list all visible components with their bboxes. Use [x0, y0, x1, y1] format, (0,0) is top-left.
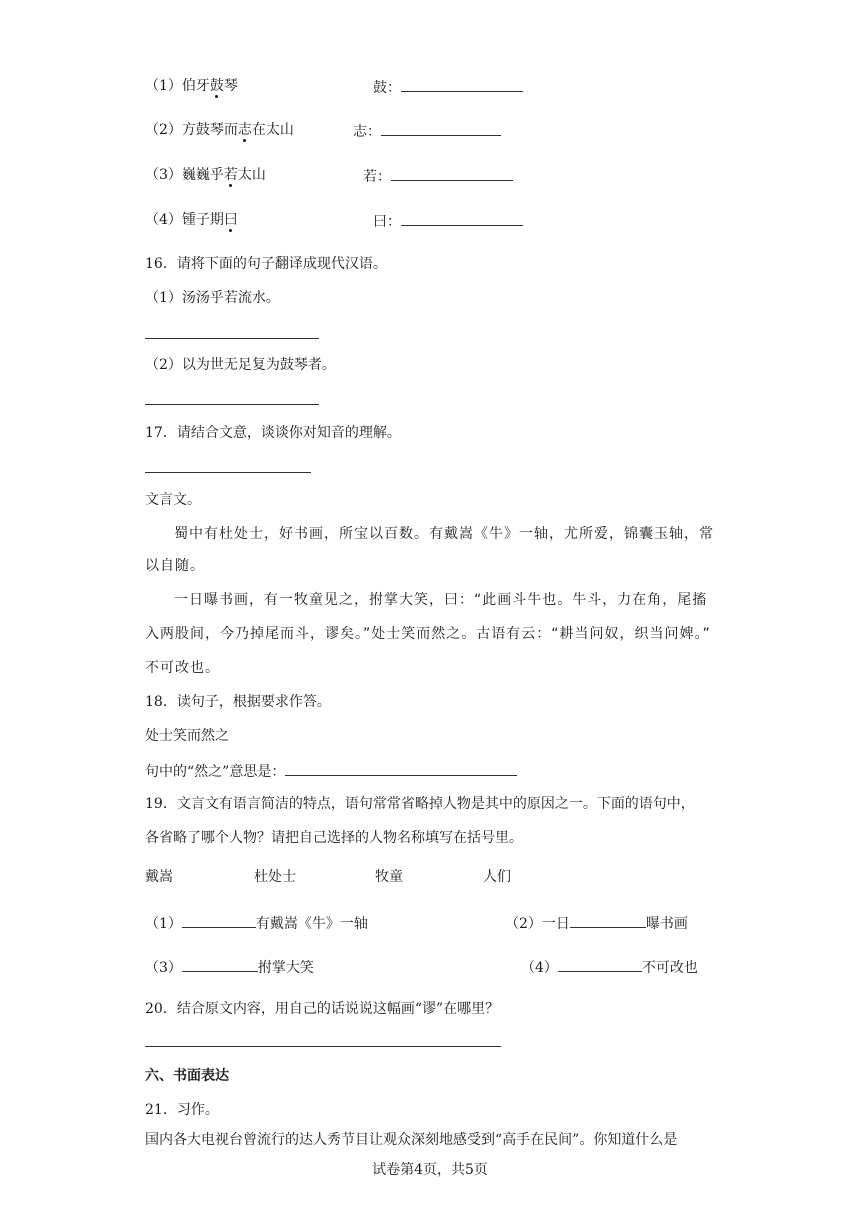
- prompt-text: 句中的“然之”意思是：: [145, 764, 286, 780]
- item-number: （3）: [145, 960, 182, 976]
- item-number: （4）: [521, 960, 558, 976]
- q15-item-1: [145, 76, 238, 96]
- item-number: （3）: [145, 167, 182, 183]
- item-number: （1）: [145, 916, 182, 932]
- section-title: 六、书面表达: [145, 1068, 229, 1084]
- question-19-item-3: [145, 956, 314, 978]
- answer-line[interactable]: [145, 338, 319, 339]
- question-18-stem: 18．读句子，根据要求作答。: [145, 694, 331, 710]
- dotted-char: 鼓: [209, 78, 224, 94]
- option-daisong: 戴嵩: [145, 869, 173, 885]
- option-mutong: 牧童: [375, 869, 403, 885]
- dotted-char: 志: [237, 122, 252, 138]
- item-text: 方鼓琴而: [181, 122, 238, 138]
- answer-blank[interactable]: [182, 956, 258, 972]
- answer-blank[interactable]: [182, 912, 256, 928]
- passage-label: 文言文。: [145, 492, 201, 508]
- answer-blank[interactable]: [558, 956, 642, 972]
- question-19-item-1: [145, 912, 368, 934]
- item-number: （2）一日: [505, 916, 570, 932]
- answer-key: 若：: [363, 169, 391, 185]
- question-19-stem: 各省略了哪个人物？请把自己选择的人物名称填写在括号里。: [145, 830, 523, 846]
- question-21-stem: 21．习作。: [145, 1102, 219, 1118]
- passage-line: 一日曝书画，有一牧童见之，拊掌大笑，曰：“此画斗牛也。牛斗，力在角，尾搐: [174, 592, 708, 608]
- item-number: （2）: [145, 122, 182, 138]
- passage-line: 以自随。: [145, 558, 205, 574]
- option-renmen: 人们: [483, 869, 511, 885]
- answer-blank[interactable]: [401, 210, 523, 226]
- question-16-sentence-1: （1）汤汤乎若流水。: [145, 290, 280, 306]
- question-19-stem: 19．文言文有语言简洁的特点，语句常常省略掉人物是其中的原因之一。下面的语句中，: [145, 796, 695, 812]
- passage-line: 蜀中有杜处士，好书画，所宝以百数。有戴嵩《牛》一轴，尤所爱，锦囊玉轴，常: [174, 526, 714, 542]
- item-text: 不可改也: [641, 960, 698, 976]
- question-18-prompt: [145, 760, 517, 782]
- question-18-sentence: 处士笑而然之: [145, 728, 229, 744]
- question-17-stem: 17．请结合文意，谈谈你对知音的理解。: [145, 425, 401, 441]
- answer-blank[interactable]: [570, 912, 646, 928]
- answer-blank[interactable]: [401, 76, 523, 92]
- answer-line[interactable]: [145, 404, 319, 405]
- q15-item-3: [145, 165, 266, 185]
- question-19-item-2: [505, 912, 688, 934]
- item-text: 琴: [223, 78, 238, 94]
- item-number: （1）: [145, 78, 182, 94]
- dotted-char: 曰: [223, 212, 238, 228]
- answer-blank[interactable]: [391, 165, 513, 181]
- passage-line: 入两股间，今乃掉尾而斗，谬矣。”处士笑而然之。古语有云：“耕当问奴，织当问婢。”: [145, 626, 711, 642]
- answer-key: 曰：: [373, 214, 401, 230]
- question-16-stem: 16．请将下面的句子翻译成现代汉语。: [145, 256, 387, 272]
- q15-answer-3: [363, 165, 513, 187]
- dotted-char: 若: [223, 167, 238, 183]
- question-21-text: 国内各大电视台曾流行的达人秀节目让观众深刻地感受到“高手在民间”。你知道什么是: [145, 1132, 678, 1148]
- item-text: 拊掌大笑: [257, 960, 314, 976]
- answer-line[interactable]: [145, 472, 311, 473]
- item-text: 曝书画: [645, 916, 688, 932]
- q15-answer-4: [373, 210, 523, 232]
- answer-line[interactable]: [145, 1046, 501, 1047]
- option-duchushi: 杜处士: [254, 869, 296, 885]
- answer-key: 鼓：: [373, 80, 401, 96]
- item-text: 在太山: [251, 122, 294, 138]
- q15-item-4: [145, 210, 238, 230]
- answer-blank[interactable]: [285, 760, 517, 776]
- q15-answer-2: [353, 120, 501, 142]
- q15-answer-1: [373, 76, 523, 98]
- item-text: 有戴嵩《牛》一轴: [255, 916, 368, 932]
- q15-item-2: [145, 120, 294, 140]
- item-number: （4）: [145, 212, 182, 228]
- answer-key: 志：: [353, 124, 381, 140]
- passage-line: 不可改也。: [145, 660, 220, 676]
- answer-blank[interactable]: [381, 120, 501, 136]
- item-text: 锺子期: [181, 212, 224, 228]
- item-text: 巍巍乎: [181, 167, 224, 183]
- question-20-stem: 20．结合原文内容，用自己的话说说这幅画“谬”在哪里？: [145, 1001, 500, 1017]
- question-16-sentence-2: （2）以为世无足复为鼓琴者。: [145, 357, 336, 373]
- page-footer: 试卷第4页，共5页: [372, 1162, 488, 1178]
- item-text: 太山: [237, 167, 266, 183]
- question-19-item-4: [521, 956, 698, 978]
- item-text: 伯牙: [181, 78, 210, 94]
